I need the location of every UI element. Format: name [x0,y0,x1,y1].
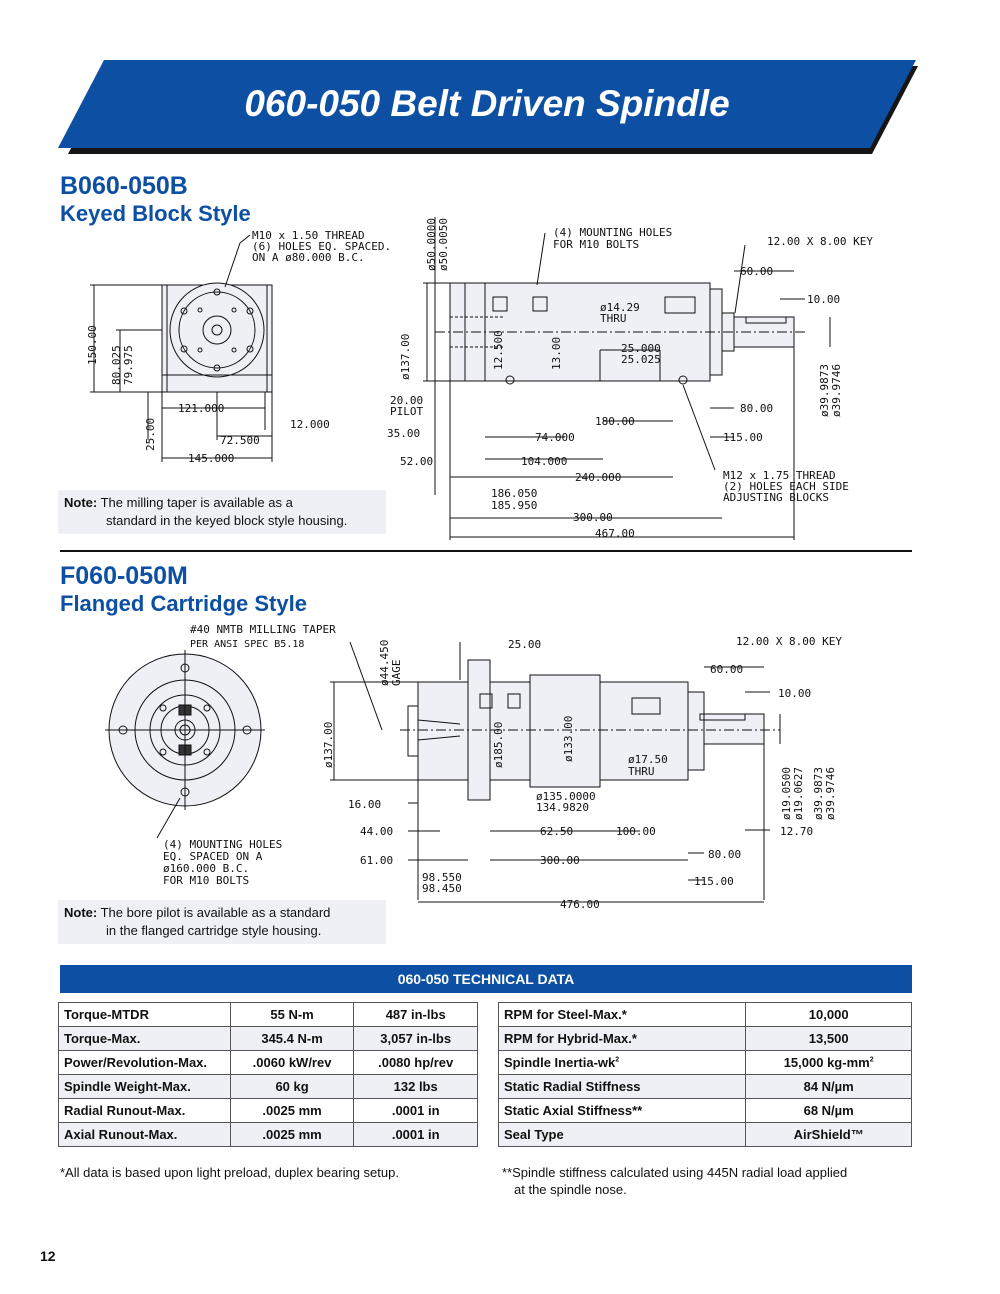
keyed-block-side-view [385,205,885,545]
table-row [499,1075,912,1099]
spec-metric: 345.4 N-m [230,1027,354,1051]
dim-185: ø185.00 [492,721,505,768]
tech-data-title: 060-050 TECHNICAL DATA [60,965,912,993]
dim-52: 52.00 [400,455,434,468]
spec-label: RPM for Steel-Max.* [499,1003,746,1027]
gage-2: GAGE [390,659,403,686]
spec-label-cell [499,1051,746,1075]
dim-80: 80.00 [740,402,774,415]
dim-74: 74.000 [535,431,575,444]
dim-135a: ø135.0000 [536,790,596,803]
spec-metric: 60 kg [230,1075,354,1099]
footnote-right-2: at the spindle nose. [514,1182,627,1197]
dim-80: 80.00 [708,848,742,861]
table-row [499,1003,912,1027]
spec-metric: 55 N-m [230,1003,354,1027]
flange-mount-1: (4) MOUNTING HOLES [163,838,283,851]
dim-186a: 186.050 [491,487,538,500]
dim-137: ø137.00 [322,721,335,768]
pilot-2: PILOT [390,405,424,418]
end-view-thread-2: (6) HOLES EQ. SPACED. [252,240,392,253]
dim-180: 180.00 [595,415,635,428]
dim-98b: 98.450 [422,882,462,895]
footnote-right-1: **Spindle stiffness calculated using 445N radial load applied [502,1165,848,1180]
pilot-1: 20.00 [390,394,424,407]
spec-label: Spindle Inertia-wk [504,1055,616,1070]
dim-133: ø133.00 [562,715,575,762]
dim-39b: ø39.9746 [824,767,837,820]
dim-476: 476.00 [560,898,600,911]
spec-value-sup: 2 [869,1056,874,1064]
dim-19a: ø19.0500 [780,767,793,820]
spec-imperial: .0001 in [354,1099,478,1123]
table-row [59,1027,478,1051]
thru-1: ø14.29 [600,301,640,314]
dim-79975: 79.975 [122,345,135,385]
section2-note-line2: in the flanged cartridge style housing. [106,923,322,938]
dim-35: 35.00 [387,427,421,440]
dim-61: 61.00 [360,854,394,867]
dim-39a: ø39.9873 [818,364,831,417]
dim-25000: 25.000 [621,342,661,355]
dim-50a: ø50.0000 [425,218,438,271]
spec-value: 10,000 [746,1003,912,1027]
page-number: 12 [40,1248,56,1264]
adj-3: ADJUSTING BLOCKS [723,491,829,504]
dim-13: 13.00 [550,336,563,370]
dim-60: 60.00 [710,663,744,676]
spec-label: Axial Runout-Max. [59,1123,231,1147]
flanged-cartridge-end-view [105,650,283,895]
spec-imperial: 487 in-lbs [354,1003,478,1027]
thru-2: THRU [628,765,655,778]
dim-10: 10.00 [778,687,812,700]
mount-holes-2: FOR M10 BOLTS [553,238,640,251]
dim-467: 467.00 [595,527,635,540]
dim-12: 12.000 [290,418,330,431]
spec-label-sup: 2 [615,1056,620,1064]
spec-label: Spindle Weight-Max. [59,1075,231,1099]
section1-name: Keyed Block Style [60,201,251,226]
spec-label: Seal Type [499,1123,746,1147]
section1-note-line1: The milling taper is available as a [100,495,293,510]
dim-80025: 80.025 [110,345,123,385]
end-view-thread-3: ON A ø80.000 B.C. [252,251,365,264]
spec-label: Static Radial Stiffness [499,1075,746,1099]
table-row [59,1051,478,1075]
dim-115: 115.00 [694,875,734,888]
tech-data-left-table [58,1002,478,1147]
spec-metric: .0060 kW/rev [230,1051,354,1075]
dim-72500: 72.500 [220,434,260,447]
table-row [59,1003,478,1027]
dim-104: 104.000 [521,455,568,468]
dim-19b: ø19.0627 [792,767,805,820]
table-row [499,1099,912,1123]
page-title: 060-050 Belt Driven Spindle [244,83,730,124]
dim-25: 25.00 [508,638,542,651]
spec-value: 84 N/µm [746,1075,912,1099]
spec-value: 13,500 [746,1027,912,1051]
flange-mount-2: EQ. SPACED ON A [163,850,263,863]
spec-imperial: .0080 hp/rev [354,1051,478,1075]
dim-25: 25.00 [144,417,157,451]
spec-imperial: .0001 in [354,1123,478,1147]
dim-16: 16.00 [348,798,382,811]
section2-note-line1: The bore pilot is available as a standard [100,905,331,920]
spec-label: RPM for Hybrid-Max.* [499,1027,746,1051]
section1-code: B060-050B [60,172,188,200]
adj-2: (2) HOLES EACH SIDE [723,480,849,493]
spec-label: Power/Revolution-Max. [59,1051,231,1075]
dim-300: 300.00 [573,511,613,524]
key-label: 12.00 X 8.00 KEY [736,635,842,648]
section1-note-label: Note: [64,495,98,510]
dim-60: 60.00 [740,265,774,278]
spec-metric: .0025 mm [230,1099,354,1123]
section2-code: F060-050M [60,562,188,590]
adj-1: M12 x 1.75 THREAD [723,469,836,482]
end-view-thread-1: M10 x 1.50 THREAD [252,229,365,242]
dim-10: 10.00 [807,293,841,306]
dim-145: 145.000 [188,452,235,465]
dim-121: 121.000 [178,402,225,415]
table-row [499,1051,912,1075]
dim-137: ø137.00 [399,333,412,380]
spec-value-cell [746,1051,912,1075]
dim-50b: ø50.0050 [437,218,450,271]
taper-2: PER ANSI SPEC B5.18 [190,639,305,650]
thru-2: THRU [600,312,627,325]
spec-value: 68 N/µm [746,1099,912,1123]
dim-300: 300.00 [540,854,580,867]
section1-note-line2: standard in the keyed block style housing. [106,513,348,528]
dim-186b: 185.950 [491,499,538,512]
spec-imperial: 132 lbs [354,1075,478,1099]
spec-label: Torque-Max. [59,1027,231,1051]
dim-98a: 98.550 [422,871,462,884]
dim-39a: ø39.9873 [812,767,825,820]
tech-data-right-table [498,1002,912,1147]
table-row [499,1027,912,1051]
key-label: 12.00 X 8.00 KEY [767,235,873,248]
section1-note [58,490,386,534]
dim-100: 100.00 [616,825,656,838]
dim-44: 44.00 [360,825,394,838]
table-row [59,1099,478,1123]
mount-holes-1: (4) MOUNTING HOLES [553,226,673,239]
dim-150: 150.00 [86,325,99,365]
spec-label: Static Axial Stiffness** [499,1099,746,1123]
spec-imperial: 3,057 in-lbs [354,1027,478,1051]
spec-value: AirShield™ [746,1123,912,1147]
dim-240: 240.000 [575,471,622,484]
keyed-block-end-view [80,225,392,470]
section2-note-label: Note: [64,905,98,920]
footnote-left: *All data is based upon light preload, duplex bearing setup. [60,1165,399,1180]
dim-39b: ø39.9746 [830,364,843,417]
table-row [59,1123,478,1147]
table-row [499,1123,912,1147]
section2-note [58,900,386,944]
table-row [59,1075,478,1099]
dim-115: 115.00 [723,431,763,444]
taper-1: #40 NMTB MILLING TAPER [190,623,336,636]
spec-metric: .0025 mm [230,1123,354,1147]
dim-135b: 134.9820 [536,801,589,814]
section2-name: Flanged Cartridge Style [60,591,307,616]
section-divider [60,550,912,552]
spec-label: Torque-MTDR [59,1003,231,1027]
flange-mount-3: ø160.000 B.C. [163,862,250,875]
flange-mount-4: FOR M10 BOLTS [163,874,250,887]
dim-1270: 12.70 [780,825,814,838]
dim-6250: 62.50 [540,825,574,838]
thru-1: ø17.50 [628,753,668,766]
spec-label: Radial Runout-Max. [59,1099,231,1123]
dim-25025: 25.025 [621,353,661,366]
gage-1: ø44.450 [378,639,391,686]
dim-12500: 12.500 [492,330,505,370]
spec-value: 15,000 kg-mm [783,1055,870,1070]
